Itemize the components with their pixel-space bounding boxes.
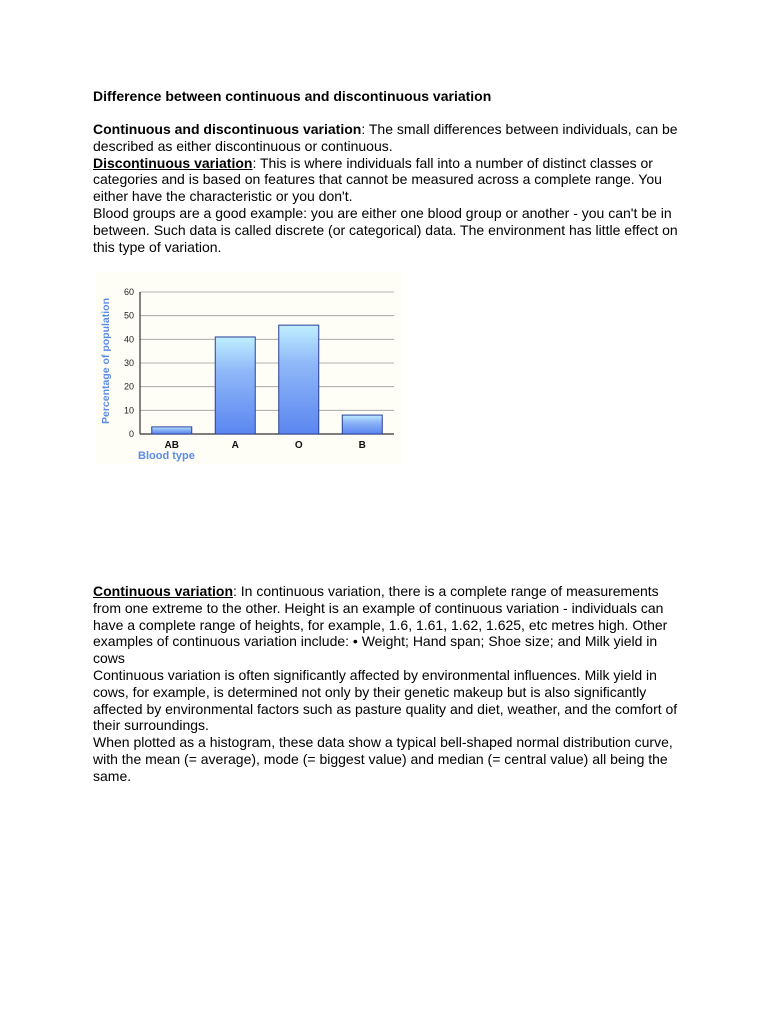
y-tick-label: 60 <box>123 287 134 297</box>
bar-o <box>279 325 319 434</box>
bar-ab <box>152 427 192 434</box>
discontinuous-text: : This is where individuals fall into a number of distinct classes or categories and is based on features that cannot be measured across a complete range. You either have the characteristic or you don't. <box>93 154 662 205</box>
y-tick-label: 20 <box>123 381 134 392</box>
blood-type-chart <box>96 272 402 464</box>
paragraph-environment: Continuous variation is often significantly affected by environmental influences. Milk yield in cows, for example, is determined not only by their genetic makeup but is also significantly affected by environmental factors such as pasture quality and diet, weather, and the comfort of their surroundings. <box>93 666 678 734</box>
y-tick-label: 0 <box>128 429 134 439</box>
y-axis-label: Percentage of population <box>100 297 112 425</box>
term-continuous-discontinuous: Continuous and discontinuous variation <box>93 121 362 137</box>
paragraph-blood-groups: Blood groups are a good example: you are either one blood group or another - you can't be in between. Such data is called discrete (or categorical) data. The environment has little effect on this type of variation. <box>93 204 678 255</box>
continuous-text: : In continuous variation, there is a complete range of measurements from one extreme to the other. Height is an example of continuous variation - individuals can have a complete range of heights, for example, 1.6, 1.61, 1.62, 1.625, etc metres high. Other examples of continuous variation include: • Weight; Hand span; Shoe size; and Milk yield in cows <box>93 583 668 667</box>
paragraph-continuous <box>93 583 683 667</box>
y-tick-label: 30 <box>123 358 134 368</box>
intro-text: : The small differences between individuals, can be described as either discontinuous or continuous. <box>93 121 678 154</box>
document-body <box>93 88 683 255</box>
chart-svg <box>96 272 402 464</box>
chart-bars <box>152 325 383 434</box>
term-discontinuous: Discontinuous variation <box>93 154 253 171</box>
bar-b <box>342 415 382 434</box>
paragraph-histogram: When plotted as a histogram, these data show a typical bell-shaped normal distribution curve, with the mean (= average), mode (= biggest value) and median (= central value) all being the same. <box>93 734 673 784</box>
document-title: Difference between continuous and discontinuous variation <box>93 88 492 104</box>
x-axis-label: Blood type <box>138 450 195 462</box>
paragraph-discontinuous <box>93 155 683 205</box>
continuous-section <box>93 583 683 785</box>
term-continuous: Continuous variation <box>93 583 233 599</box>
category-label-o: O <box>294 440 303 451</box>
y-tick-label: 10 <box>123 405 134 416</box>
category-label-b: B <box>358 440 366 451</box>
bar-a <box>215 337 255 434</box>
category-label-a: A <box>231 440 239 451</box>
chart-y-ticks <box>124 287 134 439</box>
y-tick-label: 50 <box>123 310 134 321</box>
category-label-ab: AB <box>164 440 179 451</box>
paragraph-intro <box>93 121 683 155</box>
chart-gridlines <box>140 292 394 434</box>
y-tick-label: 40 <box>123 334 134 345</box>
